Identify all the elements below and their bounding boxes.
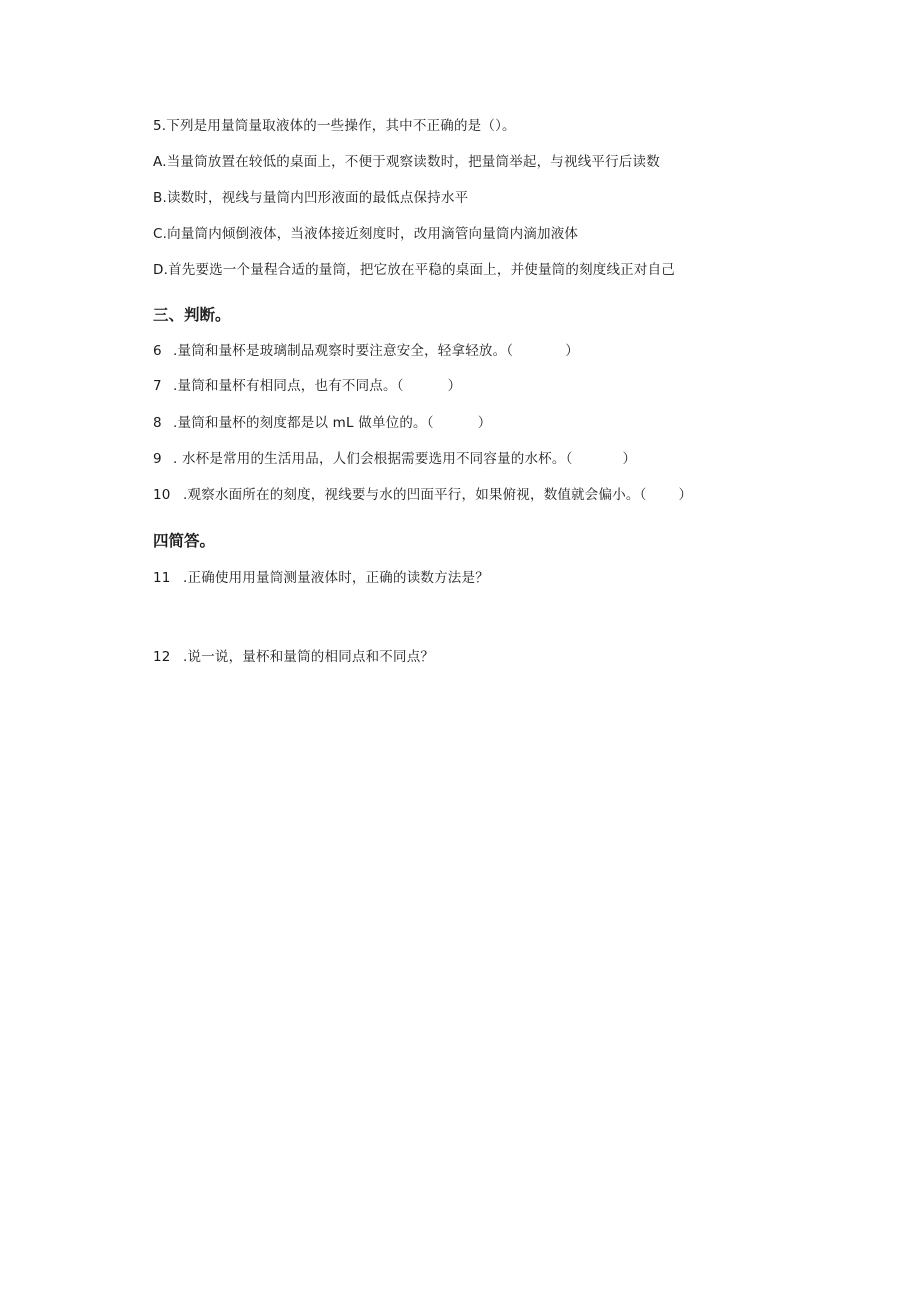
item-text: . 水杯是常用的生活用品，人们会根据需要选用不同容量的水杯。（ — [173, 451, 573, 467]
item-text: .说一说，量杯和量筒的相同点和不同点？ — [183, 649, 435, 665]
item-close-paren: ） — [678, 487, 693, 503]
question-5-option-a: A.当量筒放置在较低的桌面上，不便于观察读数时，把量筒举起，与视线平行后读数 — [153, 154, 660, 170]
section-4-heading: 四简答。 — [153, 532, 216, 550]
item-close-paren: ） — [447, 378, 462, 394]
question-5-option-d: D.首先要选一个量程合适的量筒，把它放在平稳的桌面上，并使量筒的刻度线正对自己 — [153, 262, 675, 278]
item-number: 9 — [153, 451, 162, 467]
item-close-paren: ） — [565, 343, 579, 359]
item-text: .正确使用用量筒测量液体时，正确的读数方法是？ — [183, 570, 489, 586]
short-answer-item-12 — [153, 648, 434, 666]
item-number: 7 — [153, 378, 162, 394]
item-number: 12 — [153, 649, 171, 665]
judgement-item-7 — [153, 377, 461, 395]
question-5-option-b: B.读数时，视线与量筒内凹形液面的最低点保持水平 — [153, 190, 469, 206]
item-text: .量筒和量杯有相同点，也有不同点。（ — [173, 378, 404, 394]
question-5-stem: 5.下列是用量筒量取液体的一些操作，其中不正确的是（）。 — [153, 118, 516, 134]
judgement-item-8 — [153, 414, 491, 432]
judgement-item-9 — [153, 450, 636, 468]
item-text: .观察水面所在的刻度，视线要与水的凹面平行，如果俯视，数值就会偏小。（ — [183, 487, 647, 503]
item-number: 11 — [153, 570, 171, 586]
item-close-paren: ） — [622, 451, 637, 467]
item-number: 6 — [153, 343, 162, 359]
item-text: .量筒和量杯的刻度都是以 mL 做单位的。（ — [173, 415, 434, 431]
section-3-heading: 三、判断。 — [153, 306, 231, 324]
item-number: 8 — [153, 415, 162, 431]
short-answer-item-11 — [153, 569, 489, 587]
question-5-option-c: C.向量筒内倾倒液体，当液体接近刻度时，改用滴管向量筒内滴加液体 — [153, 226, 579, 242]
judgement-item-10 — [153, 486, 692, 504]
judgement-item-6 — [153, 342, 579, 360]
item-close-paren: ） — [477, 415, 492, 431]
item-text: .量筒和量杯是玻璃制品观察时要注意安全，轻拿轻放。（ — [173, 343, 514, 359]
item-number: 10 — [153, 487, 171, 503]
